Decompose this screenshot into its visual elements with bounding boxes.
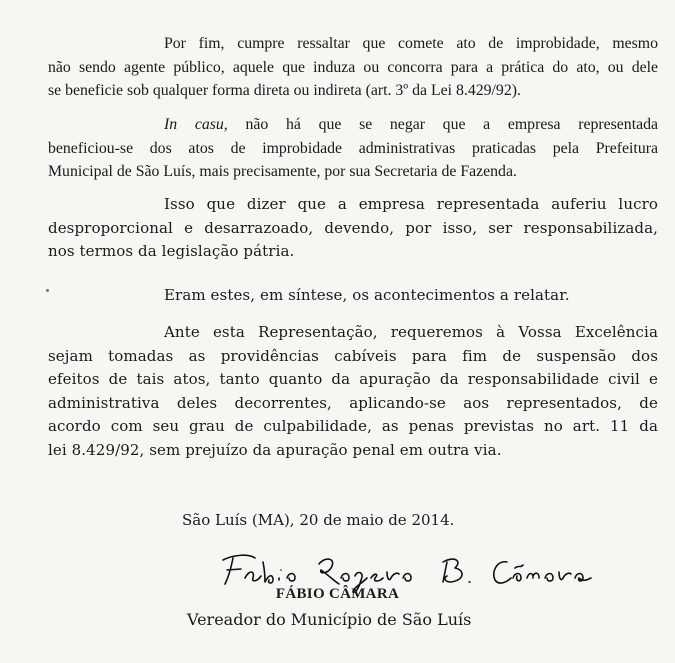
signer-role: Vereador do Município de São Luís bbox=[187, 610, 472, 629]
text-line: se beneficie sob qualquer forma direta ou indireta (art. 3º da Lei 8.429/92). bbox=[48, 82, 521, 99]
text-line: Por fim, cumpre ressaltar que comete ato de improbidade, mesmo bbox=[164, 35, 658, 52]
paragraph-sintese bbox=[48, 284, 658, 308]
closing-date: São Luís (MA), 20 de maio de 2014. bbox=[182, 511, 455, 529]
text-fragment: não há que se negar que a empresa representada bbox=[245, 116, 659, 133]
text-line: Eram estes, em síntese, os acontecimentos a relatar. bbox=[164, 286, 570, 304]
text-line: acordo com seu grau de culpabilidade, as penas previstas no art. 11 da bbox=[48, 417, 658, 435]
text-line bbox=[48, 113, 658, 137]
text-line: Municipal de São Luís, mais precisamente, por sua Secretaria de Fazenda. bbox=[48, 163, 517, 180]
text-line: lei 8.429/92, sem prejuízo da apuração penal em outra via. bbox=[48, 440, 502, 459]
paragraph-lucro bbox=[48, 193, 658, 264]
text-line: Isso que dizer que a empresa representada auferiu lucro bbox=[164, 195, 658, 213]
text-line: beneficiou-se dos atos de improbidade administrativas praticadas pela Prefeitura bbox=[48, 139, 658, 157]
text-line: administrativa deles decorrentes, aplicando-se aos representados, de bbox=[48, 393, 658, 412]
text-line: Ante esta Representação, requeremos à Vossa Excelência bbox=[164, 323, 658, 341]
text-line: nos termos da legislação pátria. bbox=[48, 242, 295, 260]
paragraph-improbidade bbox=[48, 32, 658, 103]
latin-term: In casu, bbox=[164, 116, 228, 133]
signer-name: FÁBIO CÂMARA bbox=[275, 586, 400, 602]
paragraph-in-casu bbox=[48, 113, 658, 184]
text-line: não sendo agente público, aquele que induza ou concorra para a prática do ato, ou dele bbox=[48, 58, 658, 76]
paragraph-requerimento bbox=[48, 321, 658, 462]
text-line: desproporcional e desarrazoado, devendo, por isso, ser responsabilizada, bbox=[48, 218, 658, 237]
text-line: sejam tomadas as providências cabíveis para fim de suspensão dos bbox=[48, 346, 658, 365]
text-line: efeitos de tais atos, tanto quanto da apuração da responsabilidade civil e bbox=[48, 370, 658, 388]
